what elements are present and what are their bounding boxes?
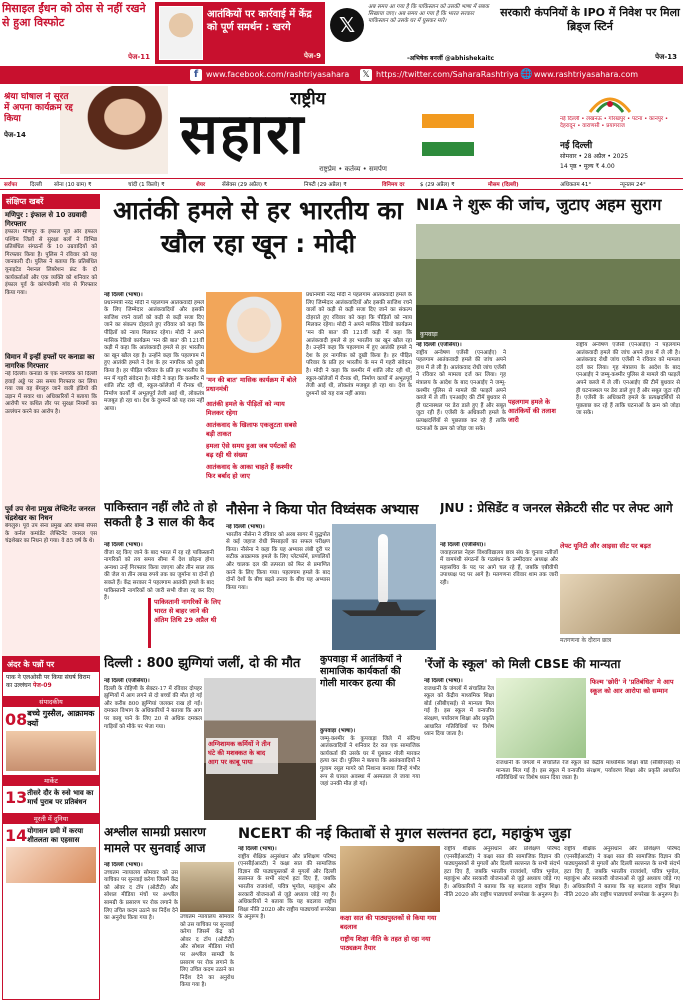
ncert-bullets — [340, 914, 440, 998]
ncert-body-continued-2: राष्ट्रीय शैक्षिक अनुसंधान और प्रशिक्षण परिषद (एनसीईआरटी) ने कक्षा सात की सामाजिक विज्ञान की पाठ्यपुस्तकों से मुगलों और दिल्ली सल्तनत के सभी संदर्भ हटा दिए हैं, जबकि भारतीय राजवंशों, पवित्र भूगोल, महाकुंभ और सरकारी योजनाओं से जुड़े अध्याय जोड़े गए हैं। अधिकारियों ने बताया कि यह बदलाव राष्ट्रीय शिक्षा नीति 2020 और राष्ट्रीय पाठ्यचर्या रूपरेखा के अनुरूप है। — [564, 846, 680, 898]
sahara-logo-icon — [585, 86, 635, 114]
sensex-rate: सेंसेक्स (29 अप्रैल) ₹ — [222, 182, 268, 188]
teaser-left-text: मिसाइल ईंधन को ठोस से नहीं रखने से हुआ विस्फोट — [2, 2, 146, 29]
inside-text: बच्चे गुस्सैल, आक्रामक क्यों — [27, 709, 95, 728]
inside-section: संपादकीय — [3, 696, 99, 707]
brief-headline: विमान में इन्हीं हफ्तों पर कनाडा का नागरिक गिरफ्तार — [5, 353, 95, 370]
lead-body-text: प्रधानमंत्री नरेंद्र मोदी ने पहलगाम आतंकवादी हमले के लिए जिम्मेदार आतंकवादियों और इसकी साजिश रचने वालों को कड़ी से कड़ी सजा दिए जाने का संकल्प दोहराते हुए रविवार को कहा कि पीड़ितों को न्याय मिलकर रहेगा। मोदी ने अपने मासिक रेडियो कार्यक्रम 'मन की बात' की 121वीं कड़ी में कहा कि आतंकवादी हमले से हर भारतीय का खून खौल रहा है। उन्होंने कहा कि पहलगाम में हुए आतंकी हमले ने देश के हर नागरिक को दुखी किया है। हर पीड़ित परिवार के प्रति हर भारतीय के मन में गहरी संवेदना है। मोदी ने कहा कि कश्मीर में शांति लौट रही थी, स्कूल-कॉलेजों में रौनक थी, निर्माण कार्यों में अभूतपूर्व तेजी आई थी, लोकतंत्र मजबूत हो रहा था। देश के दुश्मनों को यह रास नहीं आया। — [104, 299, 204, 412]
ncert-bullet: राष्ट्रीय शिक्षा नीति के तहत हो रहा नया पाठ्यक्रम तैयार — [340, 935, 431, 952]
jnu-body-text: जवाहरलाल नेहरू विश्वविद्यालय छात्र संघ के चुनाव नतीजों में वामपंथी संगठनों के गठबंधन के उम्मीदवार अध्यक्ष और महासचिव के पद पर आगे चल रहे हैं, जबकि एबीवीपी उपाध्यक्ष पद पर आगे है। मतगणना रविवार शाम तक जारी रही। — [440, 549, 558, 586]
x-post-author: -अभिषेक बनर्जी @abhishekaitc — [407, 55, 494, 62]
x-post-text: अब समय आ गया है कि पाकिस्तान को उसकी भाषा में सबक सिखाया जाए। अब समय आ गया है कि भारत सरकार पाकिस्तान को उसके घर में घुसकर मारे। — [368, 4, 489, 24]
brief-headline: पूर्व उप सेना प्रमुख लेफ्टिनेंट जनरल चंद्रशेखर का निधन — [5, 505, 96, 522]
kupwara-dateline: कुपवाड़ा (भाषा)। — [320, 728, 356, 734]
forex-label: विनिमय दर — [382, 182, 405, 188]
social-bar — [0, 66, 683, 84]
fire-body-text: दिल्ली के रोहिणी के सेक्टर-17 में रविवार दोपहर झुग्गियों में आग लगने से दो बच्चों की मौत हो गई और करीब 800 झुग्गियां जलकर राख हो गईं। दमकल विभाग के अधिकारियों ने बताया कि आग पर काबू पाने के लिए 20 से अधिक दमकल गाड़ियों को मौके पर भेजा गया। — [104, 685, 202, 730]
supreme-court-photo — [180, 862, 234, 912]
fire-body — [104, 678, 202, 820]
jnu-photo-caption: मतगणना के दौरान छात्र — [560, 637, 612, 644]
silver-rate: चांदी (1 किलो) ₹ — [128, 182, 165, 188]
masthead-name-large: सहारा — [180, 104, 306, 166]
brief-item[interactable] — [2, 351, 100, 503]
cbse-headline[interactable]: 'रेंजों के स्कूल' को मिली CBSE की मान्यता — [424, 657, 621, 671]
nia-body — [416, 342, 506, 496]
teaser-left-page: पेज-11 — [128, 53, 150, 61]
inside-section: मार्केट — [3, 775, 99, 786]
brief-body: बेंगलुरु। पूर्व उप सेना प्रमुख और बॉम्बे सैपर्स के कर्नल कमांडेंट लेफ्टिनेंट जनरल एस चंद्रशेखर का निधन हो गया। वे 85 वर्ष के थे। — [5, 523, 97, 545]
masthead-name-small: राष्ट्रीय — [290, 89, 326, 108]
obscene-body-text: उच्चतम न्यायालय सोमवार को उस याचिका पर सुनवाई करेगा जिसमें केंद्र को ओवर द टॉप (ओटीटी) और सोशल मीडिया मंचों पर अश्लील सामग्री के प्रसारण पर रोक लगाने के लिए उचित कदम उठाने का निर्देश देने का अनुरोध किया गया है। — [104, 869, 178, 922]
obscene-headline[interactable]: अश्लील सामग्री प्रसारण मामले पर सुनवाई आज — [104, 825, 206, 855]
edition-price: 14 पृष्ठ • मूल्य ₹ 4.00 — [560, 163, 615, 170]
inside-page-num: 14 — [5, 826, 28, 845]
ncert-photo — [340, 846, 440, 912]
nia-caption: पहलगाम हमले के आतंकियों की तलाश जारी — [508, 398, 556, 424]
teaser-center-page: पेज-9 — [304, 52, 321, 60]
inside-header: अंदर के पन्नों पर — [3, 657, 99, 672]
obscene-body-continued: उच्चतम न्यायालय सोमवार को उस याचिका पर सुनवाई करेगा जिसमें केंद्र को ओवर द टॉप (ओटीटी) और सोशल मीडिया मंचों पर अश्लील सामग्री के प्रसारण पर रोक लगाने के लिए उचित कदम उठाने का निर्देश देने का अनुरोध किया गया है। — [180, 914, 234, 989]
website-link[interactable]: www.rashtriyasahara.com — [534, 70, 639, 79]
inside-item[interactable] — [3, 813, 99, 883]
inside-intro[interactable] — [3, 672, 99, 692]
yoga-photo — [6, 847, 96, 883]
jnu-dateline: नई दिल्ली (एजेंसियां)। — [440, 542, 486, 548]
celebrity-teaser[interactable] — [4, 92, 74, 172]
lead-photo-caption: 'मन की बात' मासिक कार्यक्रम में बोले प्रधानमंत्री — [206, 376, 297, 393]
inside-intro-text: पाक ने एलओसी पर किया संघर्ष विराम का उल्लंघन — [6, 674, 91, 689]
nia-photo-label: कुपवाड़ा — [420, 331, 438, 338]
pak-dateline: नई दिल्ली (भाषा)। — [104, 542, 143, 548]
pak-headline[interactable]: पाकिस्तान नहीं लौटे तो हो सकती है 3 साल की कैद — [104, 500, 218, 529]
kupwara-body — [320, 728, 420, 820]
teaser-center-text: आतंकियों पर कार्रवाई में केंद्र को पूर्ण समर्थन : खरगे — [207, 9, 312, 33]
top-teaser-x-post[interactable] — [328, 2, 496, 64]
navy-photo — [332, 524, 436, 650]
navy-dateline: नई दिल्ली (भाषा)। — [226, 524, 265, 530]
inside-intro-page: पेज-09 — [32, 682, 52, 689]
inside-page-num: 08 — [5, 709, 28, 729]
cbse-photo — [496, 678, 586, 758]
fire-dateline: नई दिल्ली (एजेंसियां)। — [104, 678, 150, 684]
facebook-icon: f — [190, 69, 202, 81]
nia-body-continued: राष्ट्रीय अन्वेषण एजेंसी (एनआईए) ने पहलगाम आतंकवादी हमले की जांच अपने हाथ में ले ली है। आतंकवाद रोधी जांच एजेंसी ने रविवार को मामला दर्ज कर लिया। गृह मंत्रालय के आदेश के बाद एनआईए ने जम्मू-कश्मीर पुलिस से मामले की फाइलें अपने कब्जे में ले लीं। एनआईए की टीमें बुधवार से ही घटनास्थल पर डेरा डाले हुए हैं और सबूत जुटा रही हैं। एजेंसी के अधिकारी हमले के प्रत्यक्षदर्शियों से पूछताछ कर रहे हैं ताकि घटनाओं के क्रम को जोड़ा जा सके। — [576, 342, 680, 417]
globe-icon: 🌐 — [520, 69, 533, 80]
obscene-dateline: नई दिल्ली (भाषा)। — [104, 862, 143, 868]
ncert-bullet: कक्षा सात की पाठ्यपुस्तकों से किया गया बदलाव — [340, 914, 437, 931]
fire-headline[interactable]: दिल्ली : 800 झुग्गियां जलीं, दो की मौत — [104, 656, 301, 671]
cbse-pullquote: फिल्म 'छोरी' ने 'प्रतिबंधित' मे आप स्कूल को आर आरोपा को सम्मान — [590, 678, 674, 695]
nia-body-text: राष्ट्रीय अन्वेषण एजेंसी (एनआईए) ने पहलगाम आतंकवादी हमले की जांच अपने हाथ में ले ली है। आतंकवाद रोधी जांच एजेंसी ने रविवार को मामला दर्ज कर लिया। गृह मंत्रालय के आदेश के बाद एनआईए ने जम्मू-कश्मीर पुलिस से मामले की फाइलें अपने कब्जे में ले लीं। एनआईए की टीमें बुधवार से ही घटनास्थल पर डेरा डाले हुए हैं और सबूत जुटा रही हैं। एजेंसी के अधिकारी हमले के प्रत्यक्षदर्शियों से पूछताछ कर रहे हैं ताकि घटनाओं के क्रम को जोड़ा जा सके। — [416, 349, 506, 432]
ncert-body-text: राष्ट्रीय शैक्षिक अनुसंधान और प्रशिक्षण परिषद (एनसीईआरटी) ने कक्षा सात की सामाजिक विज्ञान की पाठ्यपुस्तकों से मुगलों और दिल्ली सल्तनत के सभी संदर्भ हटा दिए हैं, जबकि भारतीय राजवंशों, पवित्र भूगोल, महाकुंभ और सरकारी योजनाओं से जुड़े अध्याय जोड़े गए हैं। अधिकारियों ने बताया कि यह बदलाव राष्ट्रीय शिक्षा नीति 2020 और राष्ट्रीय पाठ्यचर्या रूपरेखा के अनुरूप है। — [238, 853, 336, 921]
teaser-right-page: पेज-13 — [655, 53, 677, 61]
jnu-headline[interactable]: JNU : प्रेसिडेंट व जनरल सेक्रेटरी सीट पर लेफ्ट आगे — [440, 501, 673, 515]
weather-label: मौसम (दिल्ली) — [488, 182, 519, 188]
max-temp: अधिकतम 41° — [560, 182, 592, 188]
x-logo-icon: 𝕏 — [330, 8, 364, 42]
fire-caption: अग्निशामक कर्मियों ने तीन घंटे की मशक्कत के बाद आग पर काबू पाया — [206, 738, 278, 774]
inside-page-num: 13 — [5, 788, 28, 807]
market-bar — [0, 178, 683, 190]
lead-bullet: आतंकवाद के खिलाफ एकजुटता सबसे बड़ी ताकत — [206, 421, 297, 438]
lead-headline[interactable]: आतंकी हमले से हर भारतीय का खौल रहा खून : मोदी — [113, 196, 403, 258]
lead-bullets — [206, 400, 302, 496]
lead-bullet: आतंकी हमले के पीड़ितों को न्याय मिलकर रहेगा — [206, 400, 285, 417]
cbse-dateline: नई दिल्ली (भाषा)। — [424, 678, 463, 684]
kharge-photo — [159, 6, 203, 60]
navy-body-text: भारतीय नौसेना ने रविवार को अरब सागर में युद्धपोत से कई जहाज रोधी मिसाइलों का सफल परीक्षण किया। नौसेना ने कहा कि यह अभ्यास लंबी दूरी पर सटीक आक्रामक हमले के लिए प्लेटफॉर्म, प्रणालियों और चालक दल की तत्परता को फिर से प्रमाणित करने के लिए किया गया। पहलगाम हमले के बाद दोनों देशों के बीच बढ़ते तनाव के बीच यह अभ्यास किया गया। — [226, 531, 330, 591]
lead-body-continued: प्रधानमंत्री नरेंद्र मोदी ने पहलगाम आतंकवादी हमले के लिए जिम्मेदार आतंकवादियों और इसकी साजिश रचने वालों को कड़ी से कड़ी सजा दिए जाने का संकल्प दोहराते हुए रविवार को कहा कि पीड़ितों को न्याय मिलकर रहेगा। मोदी ने अपने मासिक रेडियो कार्यक्रम 'मन की बात' की 121वीं कड़ी में कहा कि आतंकवादी हमले से हर भारतीय का खून खौल रहा है। उन्होंने कहा कि पहलगाम में हुए आतंकी हमले ने देश के हर नागरिक को दुखी किया है। हर पीड़ित परिवार के प्रति हर भारतीय के मन में गहरी संवेदना है। मोदी ने कहा कि कश्मीर में शांति लौट रही थी, स्कूल-कॉलेजों में रौनक थी, निर्माण कार्यों में अभूतपूर्व तेजी आई थी, लोकतंत्र मजबूत हो रहा था। देश के दुश्मनों को यह रास नहीं आया। — [306, 292, 412, 397]
celebrity-photo — [60, 86, 168, 174]
inside-pages — [2, 656, 100, 1000]
celebrity-teaser-page: पेज-14 — [4, 131, 26, 139]
bullion-label: सर्राफा — [4, 182, 18, 188]
edition-date: सोमवार • 28 अप्रैल • 2025 — [560, 153, 629, 160]
missile-trail-icon — [378, 534, 388, 604]
facebook-link[interactable]: www.facebook.com/rashtriyasahara — [206, 70, 350, 79]
kupwara-body-text: जम्मू-कश्मीर के कुपवाड़ा जिले में संदिग्ध आतंकवादियों ने शनिवार देर रात एक सामाजिक कार्यकर्ता की उसके घर में घुसकर गोली मारकर हत्या कर दी। पुलिस ने बताया कि आतंकवादियों ने गुलाम रसूल मागरे को निशाना बनाया जिन्हें गंभीर रूप से घायल अवस्था में अस्पताल ले जाया गया जहां उनकी मौत हो गई। — [320, 735, 420, 788]
brief-body: इंफाल। मणिपुर के इंफाल पूर्व और इंफाल पश्चिम जिलों से सुरक्षा बलों ने विभिन्न प्रतिबंधित संगठनों के 10 उग्रवादियों को गिरफ्तार किया है। पुलिस ने रविवार को यह जानकारी दी। पुलिस ने बताया कि प्रतिबंधित यूनाइटेड नेशनल लिबरेशन फ्रंट के दो कार्यकर्ताओं और एक व्यक्ति को शनिवार को इंफाल पूर्व के कांगपोक्पी गांव से गिरफ्तार किया गया। — [5, 229, 97, 296]
child-photo — [6, 731, 96, 771]
tricolor-flag-icon — [422, 114, 474, 156]
cbse-body-continued: राजधानी के जंगलों में संचालित रेंज स्कूल को केंद्रीय माध्यमिक शिक्षा बोर्ड (सीबीएसई) से मान्यता मिल गई है। इस स्कूल में वन्यजीव संरक्षण, पर्यावरण शिक्षा और प्रकृति आधारित गतिविधियों पर विशेष ध्यान दिया जाता है। — [496, 760, 680, 782]
nifty-rate: निफ्टी (29 अप्रैल) ₹ — [304, 182, 347, 188]
nia-dateline: नई दिल्ली (एजेंसियां)। — [416, 342, 462, 348]
bullion-city: दिल्ली — [30, 182, 42, 188]
brief-headline: मणिपुर : इंफाल से 10 उग्रवादी गिरफ्तार — [5, 211, 87, 228]
dollar-rate: $ (29 अप्रैल) ₹ — [420, 182, 455, 188]
inside-text: योगासन ग्रमी में करया शीतलता का एहसास — [27, 826, 84, 844]
brief-body: नई दिल्ली। कनाडा के एक नागरिक को दिल्ली हवाई अड्डे पर उस समय गिरफ्तार कर लिया गया जब वह बेंगलुरु जाने वाली इंडिगो की उड़ान में सवार था। अधिकारियों ने बताया कि आरोपी पर कथित तौर पर सुरक्षा नियमों का उल्लंघन करने का आरोप है। — [5, 371, 97, 415]
twitter-link[interactable]: https://twitter.com/SaharaRashtriya — [376, 70, 519, 79]
pak-body-text: वीजा रद्द किए जाने के बाद भारत में रह रहे पाकिस्तानी नागरिकों को तय समय सीमा में देश छोड़ना होगा अन्यथा उन्हें गिरफ्तार किया जाएगा और तीन साल तक की जेल या तीन लाख रुपये तक का जुर्माना या दोनों हो सकते हैं। केंद्र सरकार ने पहलगाम आतंकी हमले के बाद पाकिस्तानी नागरिकों को जारी सभी वीजा रद्द कर दिए हैं। — [104, 549, 214, 602]
celebrity-teaser-text: श्रेया घोषाल ने सूरत में अपना कार्यक्रम रद्द किया — [4, 92, 73, 124]
masthead-tagline: राष्ट्रप्रेम • कर्तव्य • समर्पण — [319, 165, 387, 173]
ncert-headline[interactable]: NCERT की नई किताबों से मुगल सल्तनत हटा, महाकुंभ जुड़ा — [238, 826, 571, 842]
masthead-logo — [180, 104, 480, 166]
navy-body — [226, 524, 330, 650]
pak-pullquote: पाकिस्तानी नागरिकों के लिए भारत से बाहर जाने की अंतिम तिथि 29 अप्रैल थी — [148, 598, 222, 648]
twitter-icon: 𝕏 — [360, 69, 372, 81]
warship-icon — [342, 602, 426, 616]
inside-item[interactable] — [3, 696, 99, 771]
inside-text: तीसरे दौर के रुसे भाव का मार्च पुराब पर प्रतिबंधन — [27, 788, 94, 806]
nia-photo — [416, 224, 680, 340]
brief-item[interactable] — [2, 209, 100, 351]
top-teaser-left[interactable] — [2, 2, 152, 64]
edition-name: नई दिल्ली — [560, 141, 593, 150]
jnu-pullquote: लेफ्ट यूनिटी और आइसा सीट पर बढ़त — [560, 542, 651, 550]
share-label: शेयर — [196, 182, 206, 188]
lead-bullet: आतंकवाद के आका चाहते हैं कश्मीर फिर बर्बाद हो जाए — [206, 463, 293, 480]
inside-section: मूरती में दुनिया — [3, 813, 99, 824]
top-teaser-right[interactable] — [499, 2, 681, 64]
top-teaser-center[interactable] — [155, 2, 325, 64]
gold-rate: सोना (10 ग्राम) ₹ — [54, 182, 92, 188]
cbse-body-text: राजधानी के जंगलों में संचालित रेंज स्कूल को केंद्रीय माध्यमिक शिक्षा बोर्ड (सीबीएसई) से मान्यता मिल गई है। इस स्कूल में वन्यजीव संरक्षण, पर्यावरण शिक्षा और प्रकृति आधारित गतिविधियों पर विशेष ध्यान दिया जाता है। — [424, 685, 494, 738]
obscene-body — [104, 862, 178, 998]
edition-cities: नई दिल्ली • लखनऊ • गोरखपुर • पटना • कानपुर • देहरादून • वाराणसी • प्रयागराज — [560, 116, 669, 129]
briefs-header: संक्षिप्त खबरें — [2, 194, 100, 209]
jnu-body — [440, 542, 558, 650]
min-temp: न्यूनतम 24° — [620, 182, 646, 188]
inside-item[interactable] — [3, 775, 99, 809]
lead-body — [104, 292, 204, 496]
lead-dateline: नई दिल्ली (भाषा)। — [104, 292, 143, 298]
kupwara-headline[interactable]: कुपवाड़ा में आतंकियों ने सामाजिक कार्यकर्ता की गोली मारकर हत्या की — [320, 654, 402, 689]
lead-bullet: हमला ऐसे समय हुआ जब पर्यटकों की बढ़ रही थी संख्या — [206, 442, 296, 459]
ncert-dateline: नई दिल्ली (भाषा)। — [238, 846, 277, 852]
teaser-right-text: सरकारी कंपनियों के IPO में निवेश पर मिला ब्रिड्ज स्टिर्न — [500, 6, 680, 33]
ncert-body-continued: राष्ट्रीय शैक्षिक अनुसंधान और प्रशिक्षण परिषद (एनसीईआरटी) ने कक्षा सात की सामाजिक विज्ञान की पाठ्यपुस्तकों से मुगलों और दिल्ली सल्तनत के सभी संदर्भ हटा दिए हैं, जबकि भारतीय राजवंशों, पवित्र भूगोल, महाकुंभ और सरकारी योजनाओं से जुड़े अध्याय जोड़े गए हैं। अधिकारियों ने बताया कि यह बदलाव राष्ट्रीय शिक्षा नीति 2020 और राष्ट्रीय पाठ्यचर्या रूपरेखा के अनुरूप है। — [444, 846, 560, 898]
jnu-photo — [560, 574, 680, 634]
cbse-body — [424, 678, 494, 820]
nia-headline[interactable]: NIA ने शुरू की जांच, जुटाए अहम सुराग — [416, 195, 662, 214]
ncert-body — [238, 846, 336, 998]
brief-item[interactable] — [2, 503, 100, 655]
modi-photo — [206, 292, 302, 374]
navy-headline[interactable]: नौसेना ने किया पोत विध्वंसक अभ्यास — [226, 502, 419, 518]
